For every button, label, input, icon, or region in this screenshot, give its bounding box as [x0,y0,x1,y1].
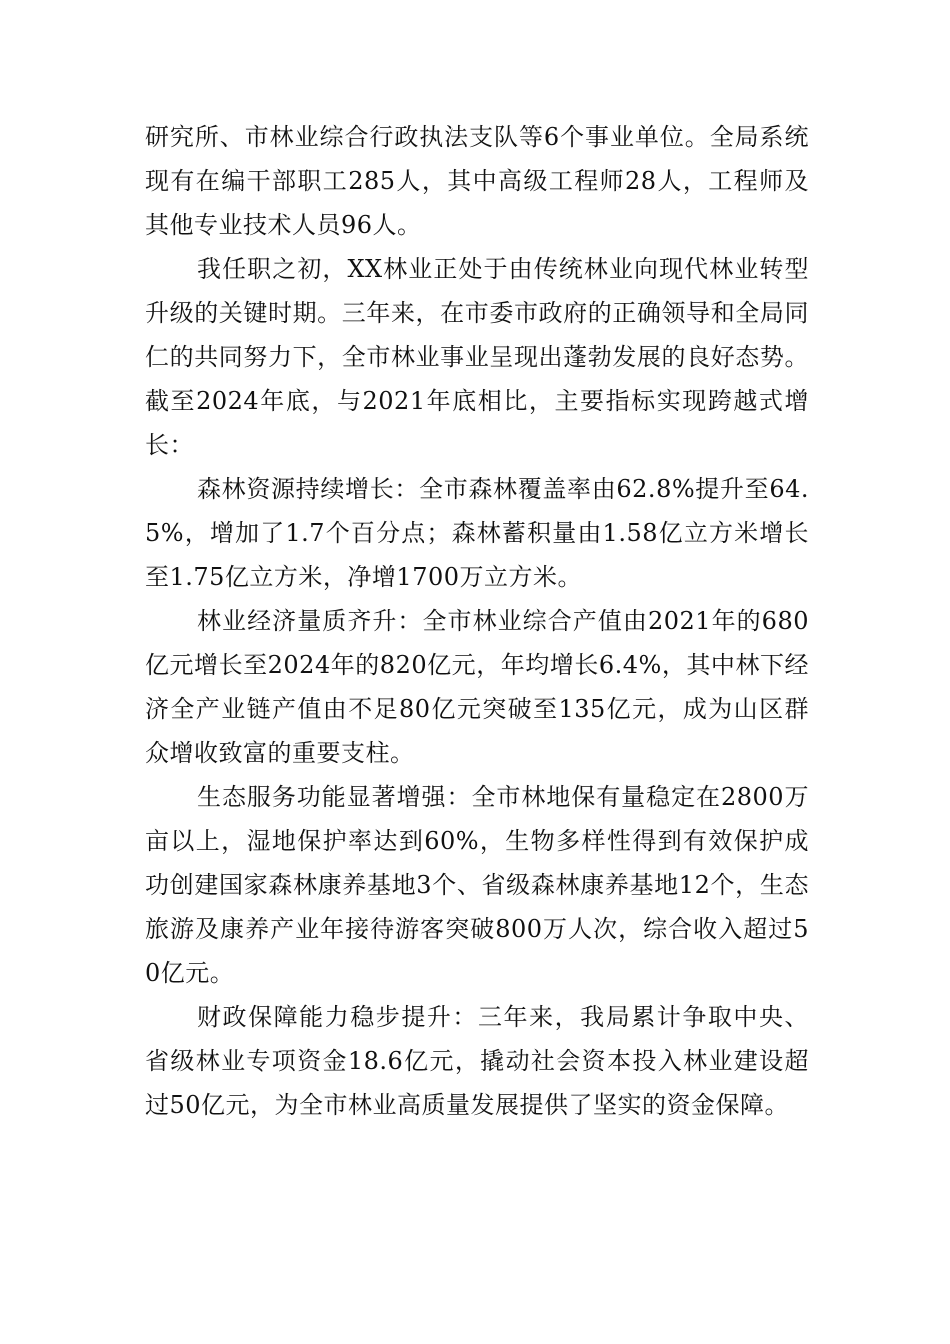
paragraph-ecological-services: 生态服务功能显著增强：全市林地保有量稳定在2800万亩以上，湿地保护率达到60%，生物多样性得到有效保护成功创建国家森林康养基地3个、省级森林康养基地12个，生态旅游及康养产业年接待游客突破800万人次，综合收入超过50亿元。 [145,783,809,987]
paragraph-financial-support: 财政保障能力稳步提升：三年来，我局累计争取中央、省级林业专项资金18.6亿元，撬动社会资本投入林业建设超过50亿元，为全市林业高质量发展提供了坚实的资金保障。 [145,1003,809,1119]
paragraph-tenure-intro: 我任职之初，XX林业正处于由传统林业向现代林业转型升级的关键时期。三年来，在市委市政府的正确领导和全局同仁的共同努力下，全市林业事业呈现出蓬勃发展的良好态势。截至2024年底，与2021年底相比，主要指标实现跨越式增长： [145,255,809,459]
paragraph-forestry-economy: 林业经济量质齐升：全市林业综合产值由2021年的680亿元增长至2024年的820亿元，年均增长6.4%，其中林下经济全产业链产值由不足80亿元突破至135亿元，成为山区群众增收致富的重要支柱。 [145,607,809,767]
document-body [145,115,809,1127]
paragraph-forest-resources: 森林资源持续增长：全市森林覆盖率由62.8%提升至64.5%，增加了1.7个百分点；森林蓄积量由1.58亿立方米增长至1.75亿立方米，净增1700万立方米。 [145,475,809,591]
paragraph-staff-overview: 研究所、市林业综合行政执法支队等6个事业单位。全局系统现有在编干部职工285人，其中高级工程师28人，工程师及其他专业技术人员96人。 [145,123,809,239]
